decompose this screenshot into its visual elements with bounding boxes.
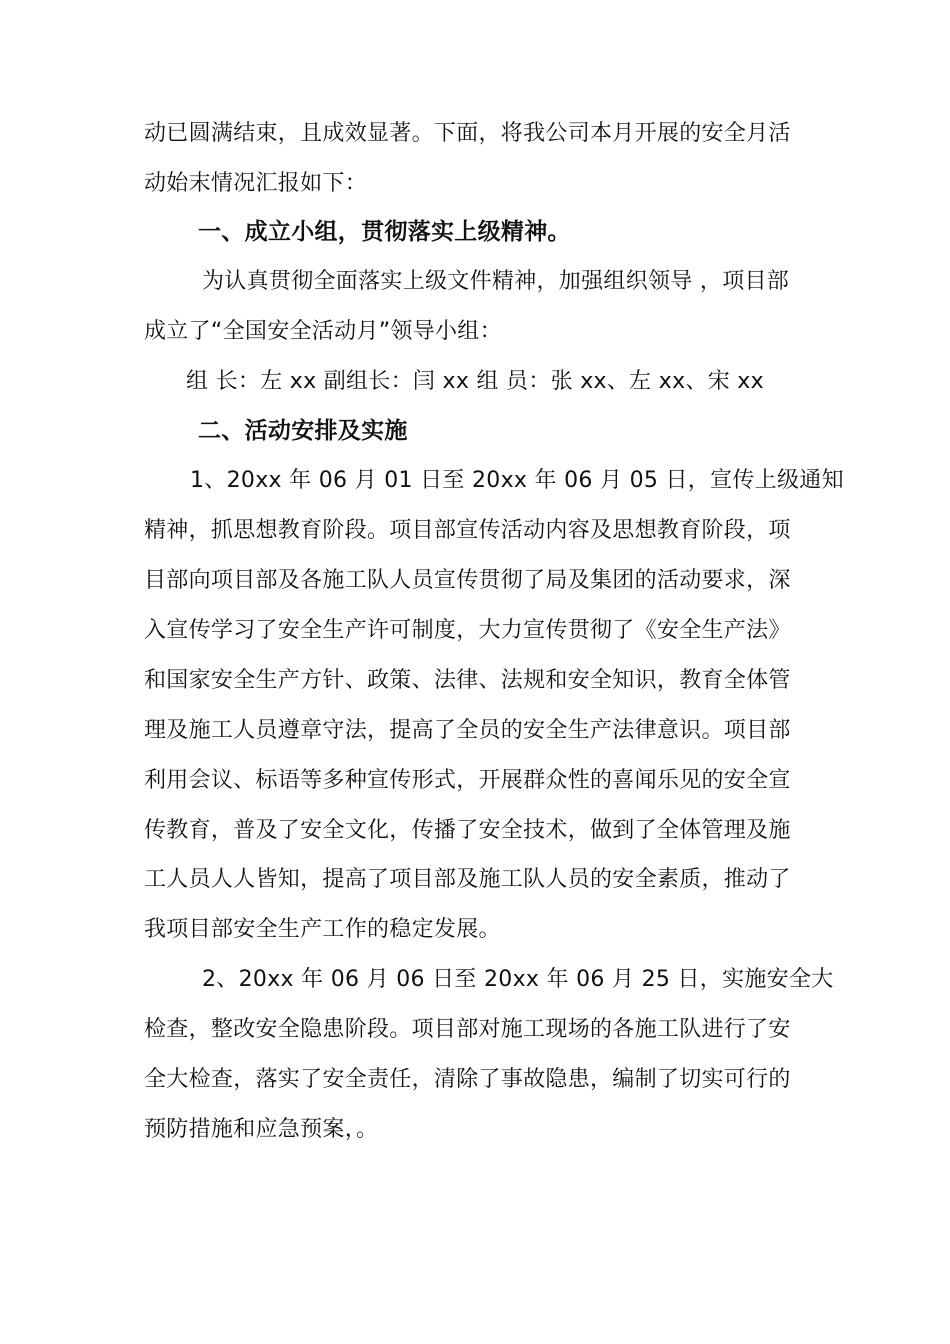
paragraph-line: 目部向项目部及各施工队人员宣传贯彻了局及集团的活动要求，深 <box>144 568 791 593</box>
paragraph-line: 精神，抓思想教育阶段。项目部宣传活动内容及思想教育阶段，项 <box>144 518 791 543</box>
paragraph-line: 2、20xx 年 06 月 06 日至 20xx 年 06 月 25 日，实施安全大 <box>202 967 834 992</box>
paragraph-line: 动已圆满结束，且成效显著。下面，将我公司本月开展的安全月活 <box>144 121 791 146</box>
paragraph-line: 1、20xx 年 06 月 01 日至 20xx 年 06 月 05 日，宣传上级通知 <box>190 468 844 493</box>
paragraph-line: 传教育，普及了安全文化，传播了安全技术，做到了全体管理及施 <box>144 818 791 843</box>
section-heading: 二、活动安排及实施 <box>198 418 408 444</box>
section-heading: 一、成立小组，贯彻落实上级精神。 <box>198 219 571 245</box>
paragraph-line: 全大检查，落实了安全责任，清除了事故隐患，编制了切实可行的 <box>144 1067 791 1092</box>
paragraph-line: 组 长：左 xx 副组长：闫 xx 组 员：张 xx、左 xx、宋 xx <box>186 369 764 394</box>
paragraph-line: 我项目部安全生产工作的稳定发展。 <box>144 917 501 942</box>
paragraph-line: 利用会议、标语等多种宣传形式，开展群众性的喜闻乐见的安全宣 <box>144 768 791 793</box>
paragraph-line: 动始末情况汇报如下： <box>144 171 368 196</box>
paragraph-line: 入宣传学习了安全生产许可制度，大力宣传贯彻了《安全生产法》 <box>144 618 791 643</box>
paragraph-line: 检查，整改安全隐患阶段。项目部对施工现场的各施工队进行了安 <box>144 1017 791 1042</box>
paragraph-line: 为认真贯彻全面落实上级文件精神，加强组织领导 ，项目部 <box>202 269 790 294</box>
paragraph-line: 和国家安全生产方针、政策、法律、法规和安全知识，教育全体管 <box>144 668 791 693</box>
paragraph-line: 成立了“全国安全活动月”领导小组： <box>144 319 502 344</box>
paragraph-line: 预防措施和应急预案，。 <box>144 1117 379 1142</box>
paragraph-line: 理及施工人员遵章守法，提高了全员的安全生产法律意识。项目部 <box>144 718 791 743</box>
paragraph-line: 工人员人人皆知，提高了项目部及施工队人员的安全素质，推动了 <box>144 867 791 892</box>
